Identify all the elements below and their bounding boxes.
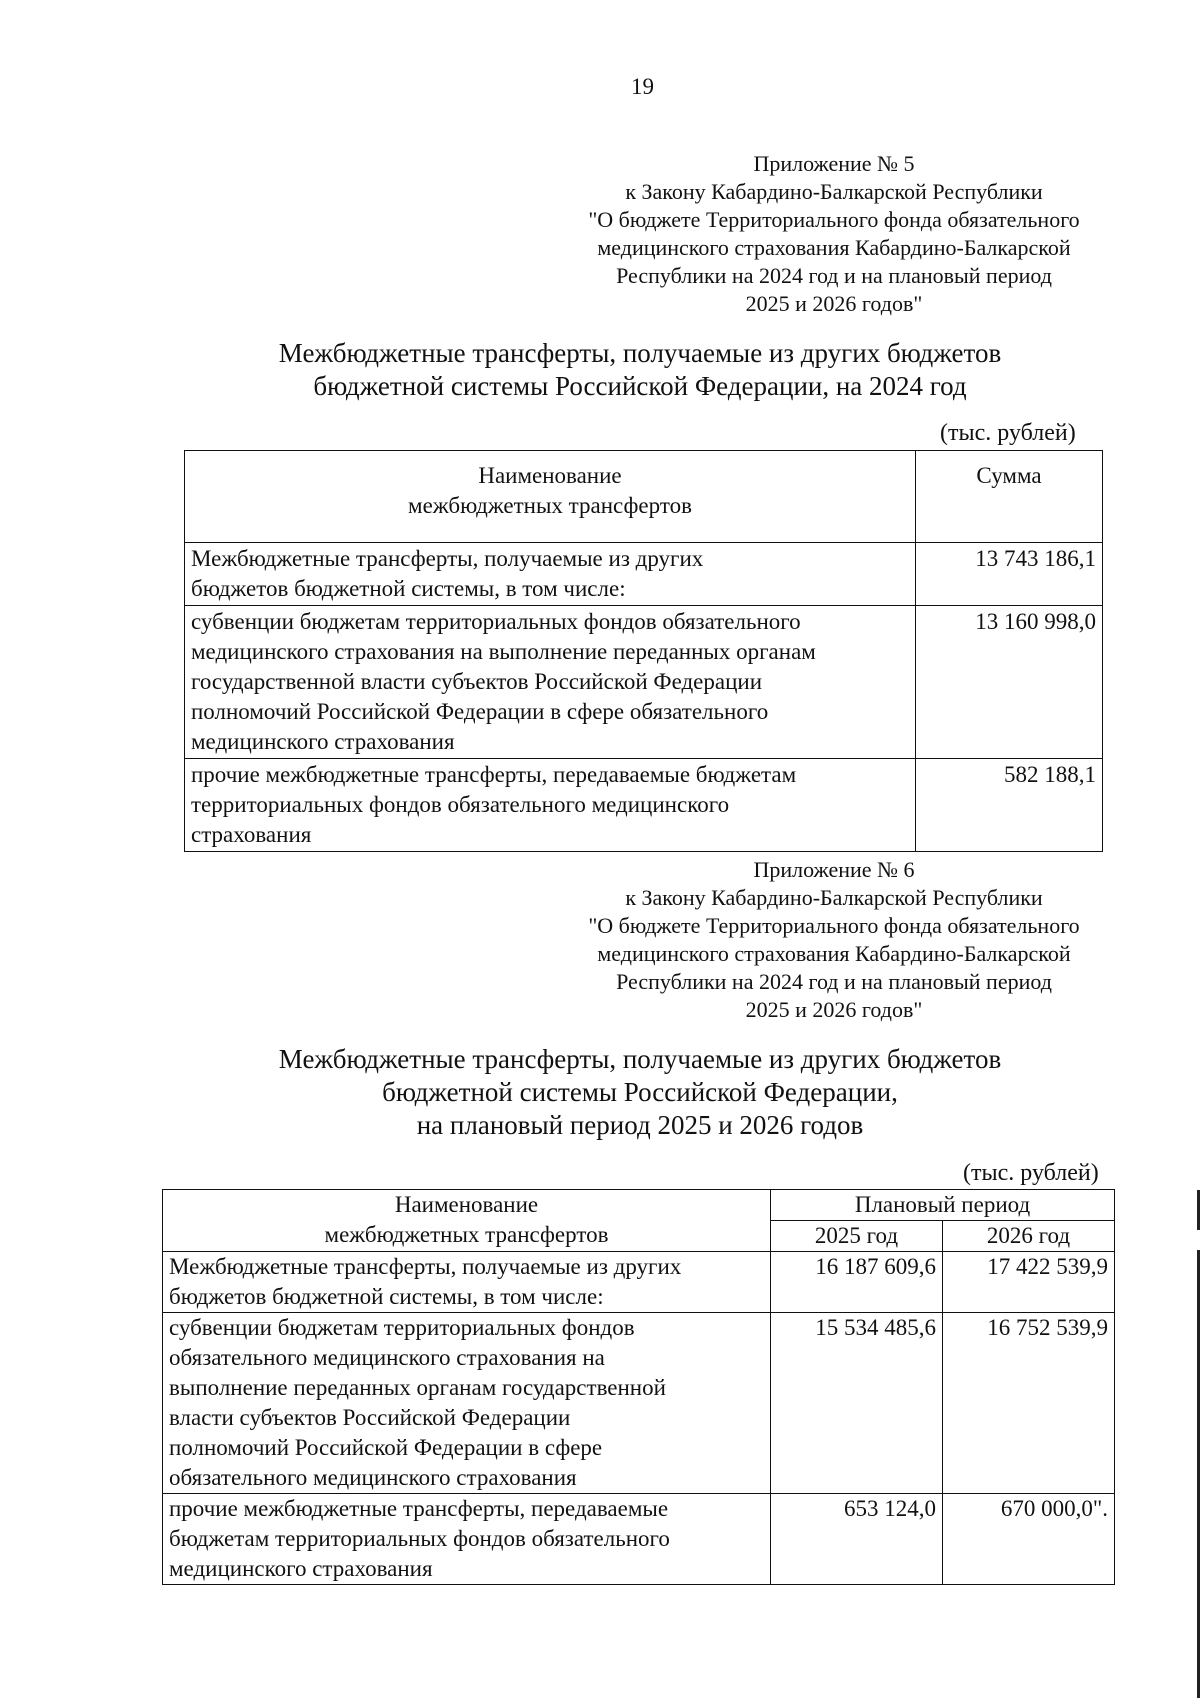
row-name-line: страхования [191,822,312,847]
table-1-title [205,337,1075,403]
table-2-title-line: бюджетной системы Российской Федерации, [382,1077,898,1107]
appendix-5-line: 2025 и 2026 годов" [745,291,923,316]
table-2-header-name [163,1190,771,1252]
row-sum: 13 160 998,0 [916,606,1103,759]
table-2 [162,1189,1115,1585]
row-sum: 13 743 186,1 [916,543,1103,606]
row-value-2026: 16 752 539,9 [943,1313,1115,1494]
table-1-title-line: бюджетной системы Российской Федерации, на 2024 год [313,371,967,401]
row-name-line: субвенции бюджетам территориальных фондов [169,1315,635,1340]
row-name-line: обязательного медицинского страхования на [169,1345,605,1370]
appendix-6-line: Приложение № 6 [753,857,915,882]
row-name-line: власти субъектов Российской Федерации [169,1405,571,1430]
table-2-title-line: на плановый период 2025 и 2026 годов [416,1110,864,1140]
row-name-line: полномочий Российской Федерации в сфере обязательного [191,699,769,724]
row-name-line: выполнение переданных органам государственной [169,1375,666,1400]
appendix-5-line: Приложение № 5 [753,151,915,176]
appendix-5-line: "О бюджете Территориального фонда обязательного [588,207,1080,232]
table-row [163,1252,1115,1313]
table-1-header-sum: Сумма [916,451,1103,543]
appendix-6-line: Республики на 2024 год и на плановый период [616,969,1052,994]
row-name [185,759,916,852]
appendix-6-line: 2025 и 2026 годов" [745,997,923,1022]
row-name-line: медицинского страхования на выполнение переданных органам [191,639,816,664]
row-name-line: бюджетам территориальных фондов обязательного [169,1526,670,1551]
table-2-header-row [163,1190,1115,1221]
row-name [185,543,916,606]
row-name-line: медицинского страхования [191,729,455,754]
table-2-header-2026: 2026 год [943,1221,1115,1252]
row-name [163,1313,771,1494]
appendix-5-header [548,150,1120,318]
table-row [185,606,1103,759]
appendix-5-line: Республики на 2024 год и на плановый период [616,263,1052,288]
appendix-6-line: "О бюджете Территориального фонда обязательного [588,913,1080,938]
row-name-line: бюджетов бюджетной системы, в том числе: [169,1284,604,1309]
row-name [163,1252,771,1313]
row-sum: 582 188,1 [916,759,1103,852]
table-1-header-row [185,451,1103,543]
row-name-line: полномочий Российской Федерации в сфере [169,1435,603,1460]
row-name-line: государственной власти субъектов Российской Федерации [191,669,763,694]
row-name-line: Межбюджетные трансферты, получаемые из других [169,1254,682,1279]
table-2-title-line: Межбюджетные трансферты, получаемые из других бюджетов [278,1044,1002,1074]
header-name-line: межбюджетных трансфертов [324,1222,609,1247]
row-name-line: Межбюджетные трансферты, получаемые из других [191,546,704,571]
row-name-line: медицинского страхования [169,1556,433,1581]
row-name [185,606,916,759]
row-value-2026: 17 422 539,9 [943,1252,1115,1313]
header-name-line: межбюджетных трансфертов [408,493,692,518]
table-row [163,1313,1115,1494]
appendix-5-line: к Закону Кабардино-Балкарской Республики [625,179,1043,204]
table-1-units: (тыс. рублей) [940,420,1076,446]
row-name-line: прочие межбюджетные трансферты, передаваемые [169,1496,669,1521]
header-name-line: Наименование [394,1192,539,1217]
row-name-line: прочие межбюджетные трансферты, передаваемые бюджетам [191,762,797,787]
appendix-6-header [548,856,1120,1024]
table-1 [184,450,1103,852]
page-number: 19 [631,74,654,99]
table-row [163,1494,1115,1585]
appendix-5-line: медицинского страхования Кабардино-Балкарской [597,235,1071,260]
row-value-2025: 15 534 485,6 [771,1313,943,1494]
table-2-header-2025: 2025 год [771,1221,943,1252]
row-name [163,1494,771,1585]
row-name-line: обязательного медицинского страхования [169,1465,577,1490]
table-row [185,543,1103,606]
appendix-6-line: к Закону Кабардино-Балкарской Республики [625,885,1043,910]
table-1-header-name [185,451,916,543]
table-row [185,759,1103,852]
table-2-units: (тыс. рублей) [963,1160,1099,1186]
row-value-2025: 653 124,0 [771,1494,943,1585]
appendix-6-line: медицинского страхования Кабардино-Балкарской [597,941,1071,966]
row-name-line: субвенции бюджетам территориальных фондов обязательного [191,609,801,634]
header-name-line: Наименование [478,463,622,488]
table-1-title-line: Межбюджетные трансферты, получаемые из других бюджетов [278,338,1002,368]
row-name-line: территориальных фондов обязательного медицинского [191,792,730,817]
row-value-2026: 670 000,0". [943,1494,1115,1585]
table-2-title [205,1043,1075,1142]
table-2-header-period: Плановый период [771,1190,1115,1221]
row-value-2025: 16 187 609,6 [771,1252,943,1313]
row-name-line: бюджетов бюджетной системы, в том числе: [191,576,626,601]
